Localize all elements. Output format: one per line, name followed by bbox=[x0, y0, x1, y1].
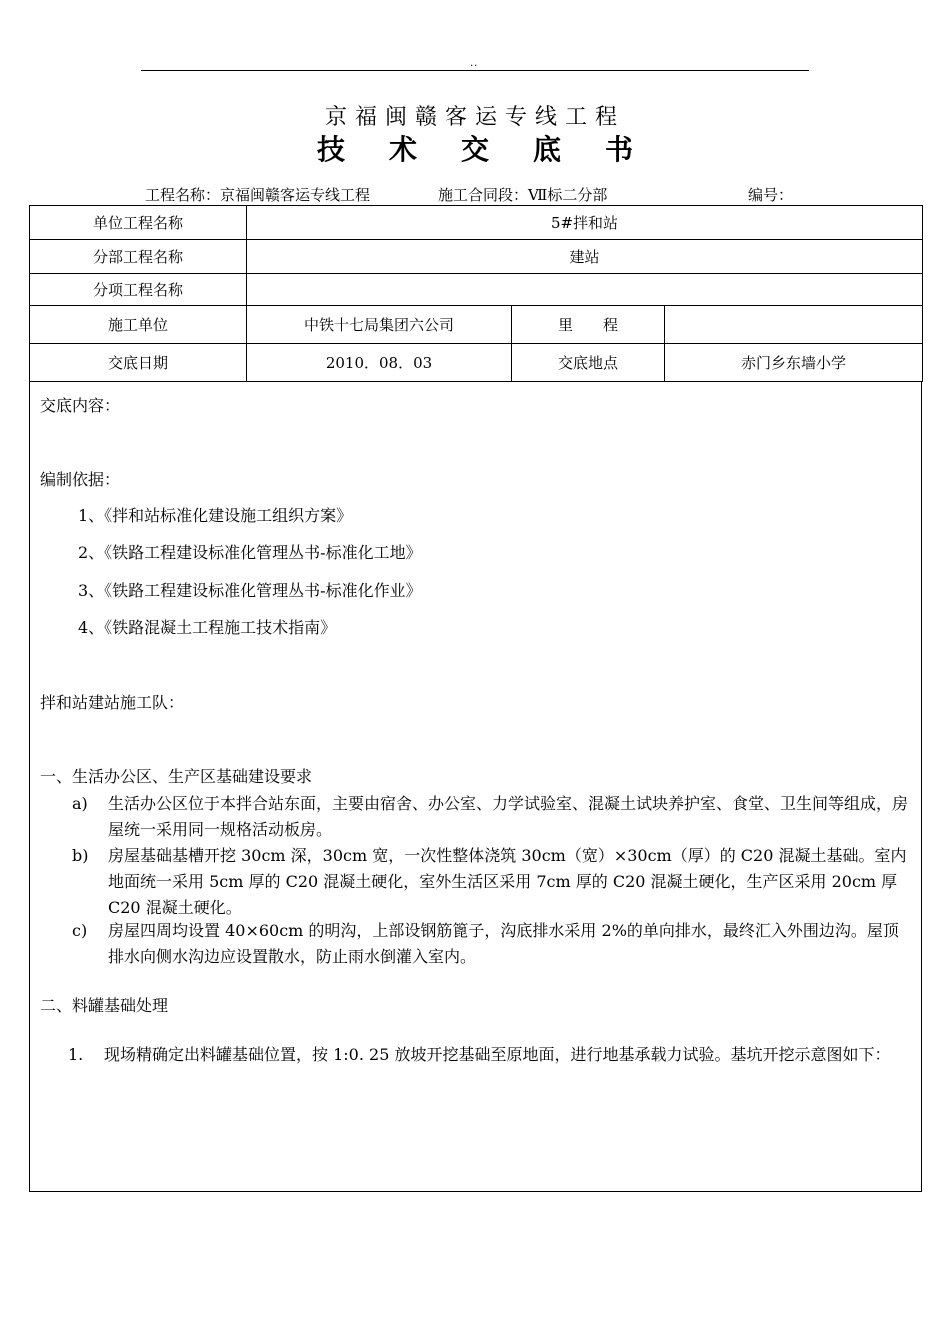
basis-item: 4、《铁路混凝土工程施工技术指南》 bbox=[78, 618, 337, 637]
section1-title: 一、生活办公区、生产区基础建设要求 bbox=[40, 767, 313, 786]
list-item-text: 房屋基础基槽开挖 30cm 深，30cm 宽，一次性整体浇筑 30cm（宽）×30cm（厚）的 C20 混凝土基础。室内地面统一采用 5cm 厚的 C20 混凝土硬化，室外生活区采用 7cm 厚的 C20 混凝土硬化，生产区采用 20cm 厚 C20 混凝土硬化。 bbox=[108, 846, 907, 917]
unit-value: 5#拌和站 bbox=[247, 206, 923, 240]
list-item-text: 现场精确定出料罐基础位置，按 1:0. 25 放坡开挖基础至原地面，进行地基承载力试验。基坑开挖示意图如下： bbox=[104, 1045, 891, 1064]
builder-value: 中铁十七局集团六公司 bbox=[247, 306, 512, 344]
list-item bbox=[68, 1042, 914, 1068]
unit-label: 单位工程名称 bbox=[30, 206, 247, 240]
basis-item: 3、《铁路工程建设标准化管理丛书-标准化作业》 bbox=[78, 581, 422, 600]
list-item bbox=[72, 791, 914, 843]
mileage-label: 里 程 bbox=[512, 306, 665, 344]
place-label: 交底地点 bbox=[512, 344, 665, 382]
document-title: 技术交底书 bbox=[316, 133, 677, 166]
list-item-label: 1. bbox=[68, 1045, 84, 1064]
construction-team: 拌和站建站施工队： bbox=[40, 693, 185, 712]
mileage-value bbox=[665, 306, 923, 344]
list-item-label: c) bbox=[72, 921, 88, 940]
content-heading: 交底内容： bbox=[40, 396, 121, 415]
basis-heading: 编制依据： bbox=[40, 470, 121, 489]
item-label: 分项工程名称 bbox=[30, 274, 247, 306]
sub-label: 分部工程名称 bbox=[30, 240, 247, 274]
list-item bbox=[72, 918, 914, 970]
place-value: 赤门乡东墙小学 bbox=[665, 344, 923, 382]
header-dots: .. bbox=[470, 58, 479, 69]
date-value: 2010．08．03 bbox=[247, 344, 512, 382]
list-item-text: 生活办公区位于本拌合站东面，主要由宿舍、办公室、力学试验室、混凝土试块养护室、食堂、卫生间等组成，房屋统一采用同一规格活动板房。 bbox=[108, 794, 909, 839]
contract-section: 施工合同段：Ⅶ标二分部 bbox=[438, 186, 608, 204]
content-box bbox=[29, 382, 922, 1192]
project-name: 工程名称：京福闽赣客运专线工程 bbox=[145, 186, 371, 204]
list-item bbox=[72, 843, 914, 921]
builder-label: 施工单位 bbox=[30, 306, 247, 344]
list-item-label: b) bbox=[72, 846, 89, 865]
document-number: 编号： bbox=[748, 186, 794, 204]
basis-item: 2、《铁路工程建设标准化管理丛书-标准化工地》 bbox=[78, 543, 422, 562]
project-title: 京福闽赣客运专线工程 bbox=[324, 105, 625, 130]
info-table bbox=[29, 205, 923, 382]
item-value bbox=[247, 274, 923, 306]
list-item-label: a) bbox=[72, 794, 88, 813]
basis-item: 1、《拌和站标准化建设施工组织方案》 bbox=[78, 506, 353, 525]
date-label: 交底日期 bbox=[30, 344, 247, 382]
header-rule bbox=[141, 70, 809, 71]
sub-value: 建站 bbox=[247, 240, 923, 274]
section2-title: 二、料罐基础处理 bbox=[40, 996, 169, 1015]
list-item-text: 房屋四周均设置 40×60cm 的明沟，上部设钢筋篦子，沟底排水采用 2%的单向排水，最终汇入外围边沟。屋顶排水向侧水沟边应设置散水，防止雨水倒灌入室内。 bbox=[108, 921, 899, 966]
